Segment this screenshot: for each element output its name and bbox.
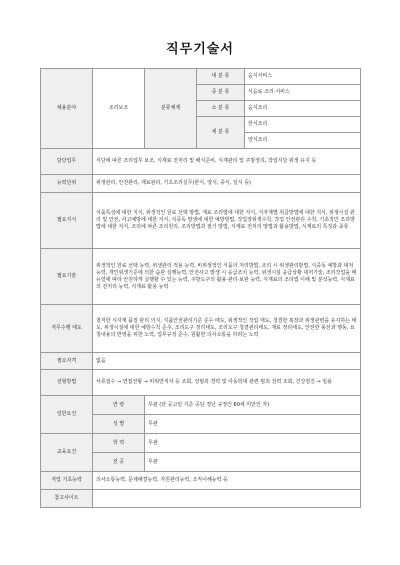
position-value: 조리보조 bbox=[93, 69, 145, 149]
duties-value: 식단에 따른 조리업무 보조, 식재료 전처리 및 배식준비, 식재관리 및 주방정리, 작업식당 위생 유지 등 bbox=[93, 149, 361, 175]
major-value: 무관 bbox=[145, 453, 361, 472]
major-category-label: 대 분 류 bbox=[197, 69, 245, 85]
middle-category-label: 중 분 류 bbox=[197, 85, 245, 101]
attitude-value: 철저한 식자재 품질 관리 의지, 식품안전관리기준 준수 태도, 위생적인 작업 태도, 청결한 복장과 위생관련을 유지하는 태도, 위생시설에 대한 예방수칙 준수, 조리도구 정리태도, 조리도구 청결관리태도, 재료 정리태도, 안전한 동선과 행동, 요청내용의 반영을 위한 노력, 업무규정 준수, 원활한 의사소통을 하려는 노력 bbox=[93, 305, 361, 353]
certification-label: 필요자격 bbox=[41, 353, 93, 370]
education-label: 교육요건 bbox=[41, 434, 93, 472]
system-label: 분류체계 bbox=[145, 69, 197, 149]
detail-category-value-2: 양식조리 bbox=[245, 133, 361, 149]
skills-value: 위생적인 원료 선택 능력, 위생관리 적용 능력, 비위생적인 식품의 처리방법, 조리 시 위생관리방법, 식중독 예방과 대처 능력, 개인위생기준에 의한 습관 실행능력, 안전사고 발생 시 응급조치 능력, 위생시설 응급상황 대처기술, 조리작업을 매뉴얼에 따라 안전하게 실행할 수 있는 능력, 주방도구의 활용·관리·보관 능력, 식재료의 조리법 이해 및 분석능력, 식재료의 전처리 능력, 식재료 활용 능력 bbox=[93, 249, 361, 305]
degree-value: 무관 bbox=[145, 434, 361, 453]
reference-value bbox=[93, 490, 361, 508]
middle-category-value: 식음료 조리·서비스 bbox=[245, 85, 361, 101]
minor-category-label: 소 분 류 bbox=[197, 101, 245, 117]
major-label: 전 공 bbox=[93, 453, 145, 472]
certification-value: 없음 bbox=[93, 353, 361, 370]
general-label: 일반요건 bbox=[41, 396, 93, 434]
basic-ability-value: 의사소통능력, 문제해결능력, 자원관리능력, 조직이해능력 등 bbox=[93, 472, 361, 490]
detail-category-value-1: 한식조리 bbox=[245, 117, 361, 133]
basic-ability-label: 직업 기초능력 bbox=[41, 472, 93, 490]
units-label: 능력단위 bbox=[41, 175, 93, 193]
knowledge-value: 식품특성에 대한 지식, 위생적인 원료 선택 방법, 재료 조리법에 대한 지식, 식자재별 취급방법에 대한 지식, 위생시설 관리 및 안전, 사고예방에 대한 지식, 식중독 발생에 대한 예방방법, 작업장위생수칙, 작업 안전관리 수칙, 기초적인 조리방법에 대한 지식, 조리에 따른 조리원리, 조리방법과 절기 방법, 식재료 전처리 방법과 활용방법, 식재료의 특징과 종류 bbox=[93, 193, 361, 249]
gender-value: 무관 bbox=[145, 415, 361, 434]
age-label: 연 령 bbox=[93, 396, 145, 415]
skills-label: 필요기술 bbox=[41, 249, 93, 305]
attitude-label: 직무수행 태도 bbox=[41, 305, 93, 353]
age-value: 무관 (단 공고일 기준 공단 정년 규정인 60세 미만인 자) bbox=[145, 396, 361, 415]
gender-label: 성 별 bbox=[93, 415, 145, 434]
process-value: 서류접수 → 면접전형 → 비위면직자 등 조회, 성범죄 경력 및 아동학대 관련 범죄 전력 조회, 건강검진 → 임용 bbox=[93, 370, 361, 396]
minor-category-value: 음식조리 bbox=[245, 101, 361, 117]
process-label: 전형방법 bbox=[41, 370, 93, 396]
units-value: 위생관리, 안전관리, 재료관리, 기초조리실무(한식, 양식, 중식, 일식 등) bbox=[93, 175, 361, 193]
duties-label: 담당업무 bbox=[41, 149, 93, 175]
degree-label: 학 력 bbox=[93, 434, 145, 453]
field-label: 채용분야 bbox=[41, 69, 93, 149]
detail-category-label: 세 분 류 bbox=[197, 117, 245, 149]
knowledge-label: 필요지식 bbox=[41, 193, 93, 249]
page-title: 직무기술서 bbox=[166, 42, 234, 57]
reference-label: 참고사이트 bbox=[41, 490, 93, 508]
major-category-value: 음식서비스 bbox=[245, 69, 361, 85]
job-description-table bbox=[40, 68, 361, 508]
